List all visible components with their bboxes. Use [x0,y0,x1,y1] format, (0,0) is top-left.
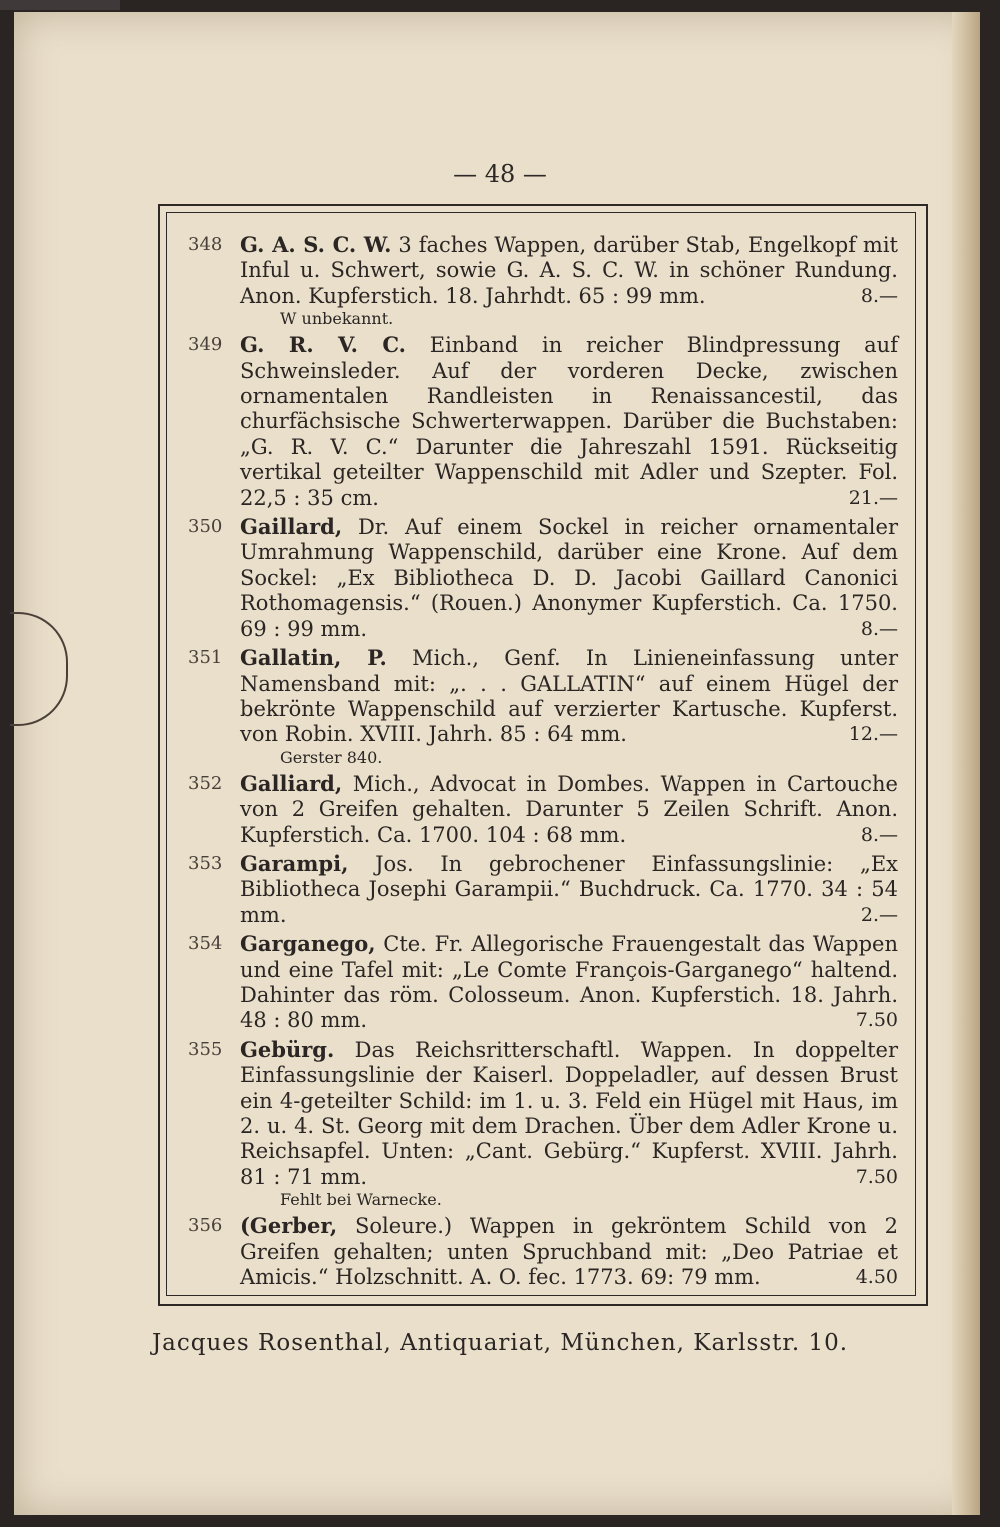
entry-number: 355 [188,1038,223,1060]
entry-text: Dr. Auf einem Sockel in reicher ornamentaler Umrahmung Wappenschild, darüber eine Krone. Auf dem Sockel: „Ex Bibliotheca D. D. Jacobi Gaillard Canonici Rothomagensis.“ (Rouen.) Anonymer Kupferstich. Ca. 1750. 69 : 99 mm. [240,515,898,641]
entry-number: 356 [188,1215,223,1237]
entry-note: Gerster 840. [280,747,383,767]
catalog-entry [188,514,898,642]
entry-text: Einband in reicher Blindpressung auf Schweinsleder. Auf der vorderen Decke, zwischen ornamentalen Randleisten in Renaissancestil, das churfächsische Schwerterwappen. Darüber die Buchstaben: „G. R. V. C.“ Darunter die Jahreszahl 1591. Rückseitig vertikal geteilter Wappenschild mit Adler und Szepter. Fol. 22,5 : 35 cm. [240,333,898,510]
catalog-entry [188,851,898,928]
catalog-entry [188,931,898,1034]
entry-price: 4.50 [855,1266,898,1289]
entry-price: 2.— [860,903,898,926]
entry-note: W unbekannt. [280,309,394,329]
entry-price: 7.50 [855,1009,898,1032]
entry-price: 7.50 [855,1165,898,1188]
catalog-entry [188,645,898,768]
entry-note: Fehlt bei Warnecke. [280,1190,442,1210]
entry-heading: G. R. V. C. [240,332,406,358]
entry-heading: Galliard, [240,770,343,796]
publisher-imprint: Jacques Rosenthal, Antiquariat, München, Karlsstr. 10. [151,1330,849,1356]
catalog-entries [188,232,898,1290]
page-tab-outline [10,612,68,726]
entry-text: Soleure.) Wappen in gekröntem Schild von 2 Greifen gehalten; unten Spruchband mit: „Deo Patriae et Amicis.“ Holzschnitt. A. O. fec. 1773. 69: 79 mm. [240,1214,898,1290]
entry-heading: G. A. S. C. W. [240,232,392,257]
entry-heading: (Gerber, [240,1213,338,1239]
catalog-entry [188,1037,898,1210]
entry-heading: Gebürg. [240,1036,335,1062]
catalog-entry [188,332,898,511]
entry-number: 351 [188,647,223,669]
entry-price: 12.— [848,723,898,746]
entry-text: Mich., Advocat in Dombes. Wappen in Cartouche von 2 Greifen gehalten. Darunter 5 Zeilen Schrift. Anon. Kupferstich. Ca. 1700. 104 : 68 mm. [240,771,898,847]
entry-price: 8.— [860,823,898,846]
entry-price: 8.— [860,284,898,307]
entry-heading: Gallatin, P. [240,645,387,671]
scan-corner-strip [0,0,120,10]
entry-number: 353 [188,852,223,874]
entry-heading: Garganego, [240,931,376,957]
entry-price: 8.— [860,617,898,640]
entry-text: Cte. Fr. Allegorische Frauengestalt das Wappen und eine Tafel mit: „Le Comte François-Garganego“ haltend. Dahinter das röm. Colosseum. Anon. Kupferstich. 18. Jahrh. 48 : 80 mm. [240,932,898,1033]
entry-number: 354 [188,933,223,955]
entry-heading: Garampi, [240,850,349,876]
entry-text: Jos. In gebrochener Einfassungslinie: „Ex Bibliotheca Josephi Garampii.“ Buchdruck. Ca. 1770. 34 : 54 mm. [240,851,898,927]
entry-text: 3 faches Wappen, darüber Stab, Engelkopf mit Inful u. Schwert, sowie G. A. S. C. W. in schöner Rundung. Anon. Kupferstich. 18. Jahrhdt. 65 : 99 mm. [240,233,898,308]
catalog-entry [188,232,898,329]
entry-number: 350 [188,516,223,538]
page-spine-shadow [952,12,980,1515]
catalog-entry [188,1213,898,1290]
entry-number: 352 [188,772,223,794]
page-number: — 48 — [453,160,547,188]
entry-text: Das Reichsritterschaftl. Wappen. In doppelter Einfassungslinie der Kaiserl. Doppeladler, auf dessen Brust ein 4-geteilter Schild: im 1. u. 3. Feld ein Hügel mit Haus, im 2. u. 4. St. Georg mit dem Drachen. Über dem Adler Krone u. Reichsapfel. Unten: „Cant. Gebürg.“ Kupferst. XVIII. Jahrh. 81 : 71 mm. [240,1037,898,1189]
catalog-entry [188,771,898,848]
entry-price: 21.— [848,486,898,509]
entry-number: 349 [188,334,223,356]
entry-heading: Gaillard, [240,514,343,540]
entry-text: Mich., Genf. In Linieneinfassung unter Namensband mit: „. . . GALLATIN“ auf einem Hügel der bekrönte Wappenschild auf verzierter Kartusche. Kupferst. von Robin. XVIII. Jahrh. 85 : 64 mm. [240,646,899,747]
entry-number: 348 [188,234,223,255]
